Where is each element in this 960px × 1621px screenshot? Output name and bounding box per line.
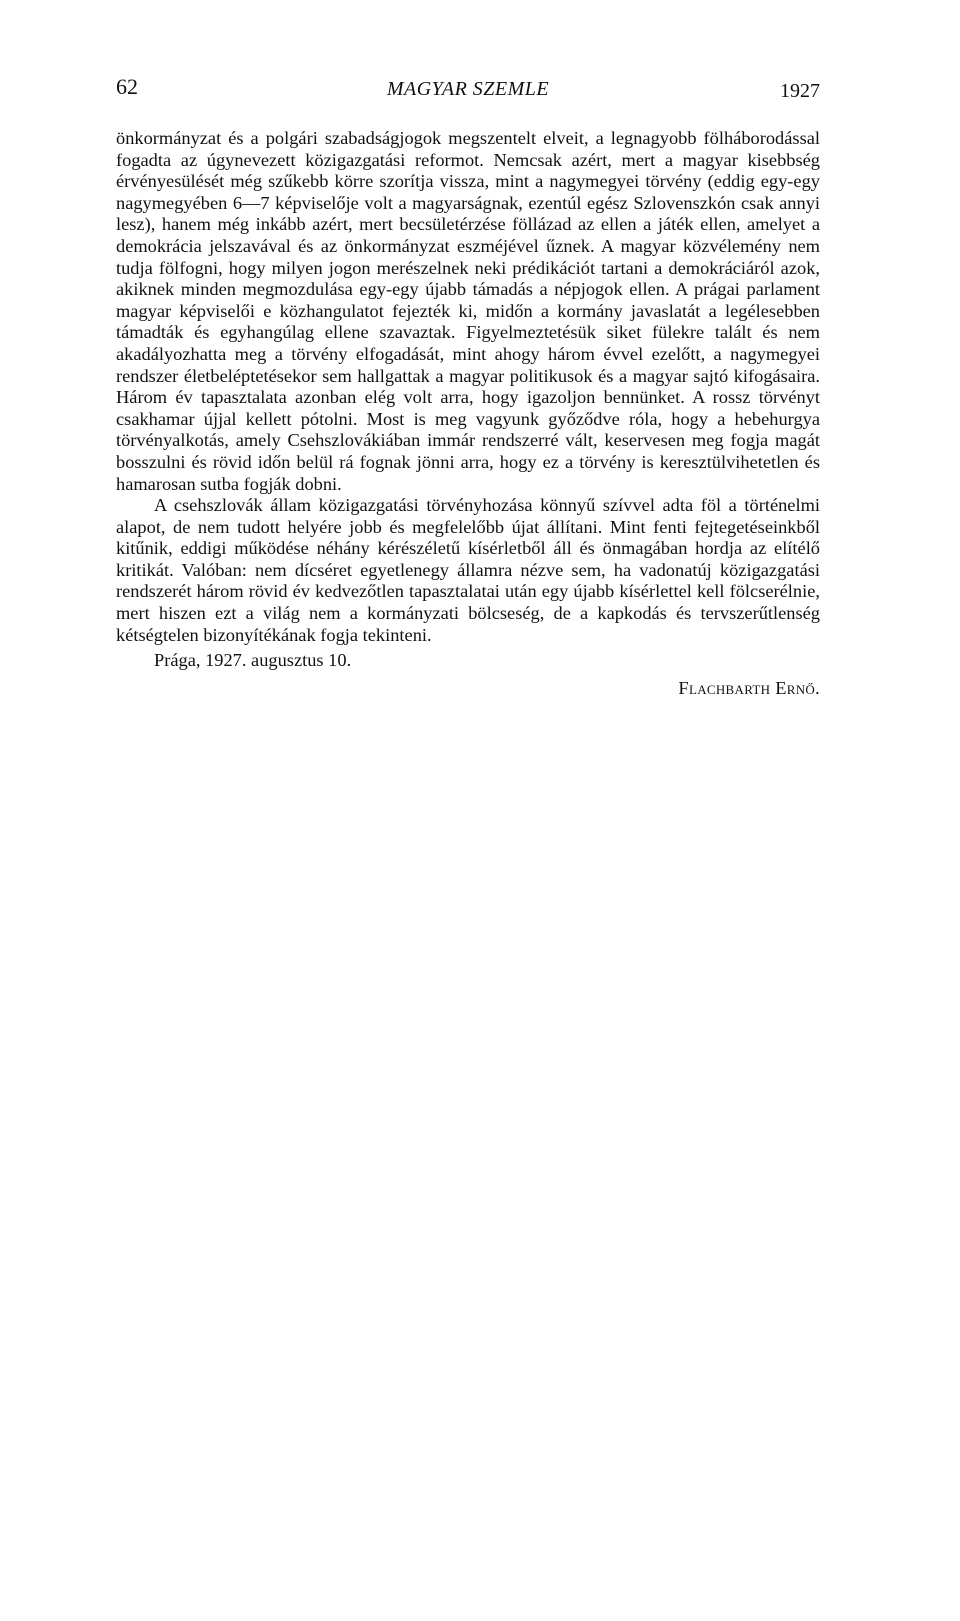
author-signature: Flachbarth Ernő. [678, 677, 820, 698]
paragraph-2: A csehszlovák állam közigazgatási törvényhozása könnyű szívvel adta föl a történelmi alapot, de nem tudott helyére jobb és megfelelőbb újat állítani. Mint fenti fejtegetéseinkből kitűnik, eddigi működése néhány kérészéletű kísérletből áll és önmagában hordja az elítélő kritikát. Valóban: nem dícséret egyetlenegy államra nézve sem, ha vadonatúj közigazgatási rendszerét három rövid év kedvezőtlen tapasztalatai után egy újabb kísérlettel kell fölcserélnie, mert hiszen ezt a világ nem a kormányzati bölcseség, de a kapkodás és tervszerűtlenség kétségtelen bizonyítékának fogja tekinteni. [116, 495, 820, 645]
document-page [116, 70, 820, 699]
article-body [116, 128, 820, 646]
publication-year: 1927 [780, 80, 820, 102]
dateline: Prága, 1927. augusztus 10. [154, 650, 352, 671]
running-head [116, 70, 820, 110]
page-number: 62 [116, 74, 138, 99]
journal-title: MAGYAR SZEMLE [386, 78, 550, 100]
paragraph-1: önkormányzat és a polgári szabadságjogok megszentelt elveit, a legnagyobb fölháborodással fogadta az úgynevezett közigazgatási reformot. Nemcsak azért, mert a magyar kisebbség érvényesülését még szűkebb körre szorítja vissza, mint a nagymegyei törvény (eddig egy-egy nagymegyében 6—7 képviselője volt a magyarságnak, ezentúl egész Szlovenszkón csak annyi lesz), hanem még inkább azért, mert becsületérzése föllázad az ellen a játék ellen, amelyet a demokrácia jelszavával és az önkormányzat eszméjével űznek. A magyar közvélemény nem tudja fölfogni, hogy milyen jogon merészelnek neki prédikációt tartani a demokráciáról azok, akiknek minden megmozdulása egy-egy újabb támadás a népjogok ellen. A prágai parlament magyar képviselői e közhangulatot fejezték ki, midőn a kormány javaslatát a legélesebben támadták és egyhangúlag ellene szavaztak. Figyelmeztetésük siket fülekre talált és nem akadályozhatta meg a törvény elfogadását, mint ahogy három évvel ezelőtt, a nagymegyei rendszer életbeléptetésekor sem hallgattak a magyar politikusok és a magyar sajtó kifogásaira. Három év tapasztalata azonban elég volt arra, hogy igazoljon bennünket. A rossz törvényt csakhamar újjal kellett pótolni. Most is meg vagyunk győződve róla, hogy a hebehurgya törvényalkotás, amely Csehszlovákiában immár rendszerré vált, keservesen meg fogja magát bosszulni és rövid időn belül rá fognak jönni arra, hogy ez a törvény is keresztülvihetetlen és hamarosan sutba fogják dobni. [116, 128, 820, 494]
